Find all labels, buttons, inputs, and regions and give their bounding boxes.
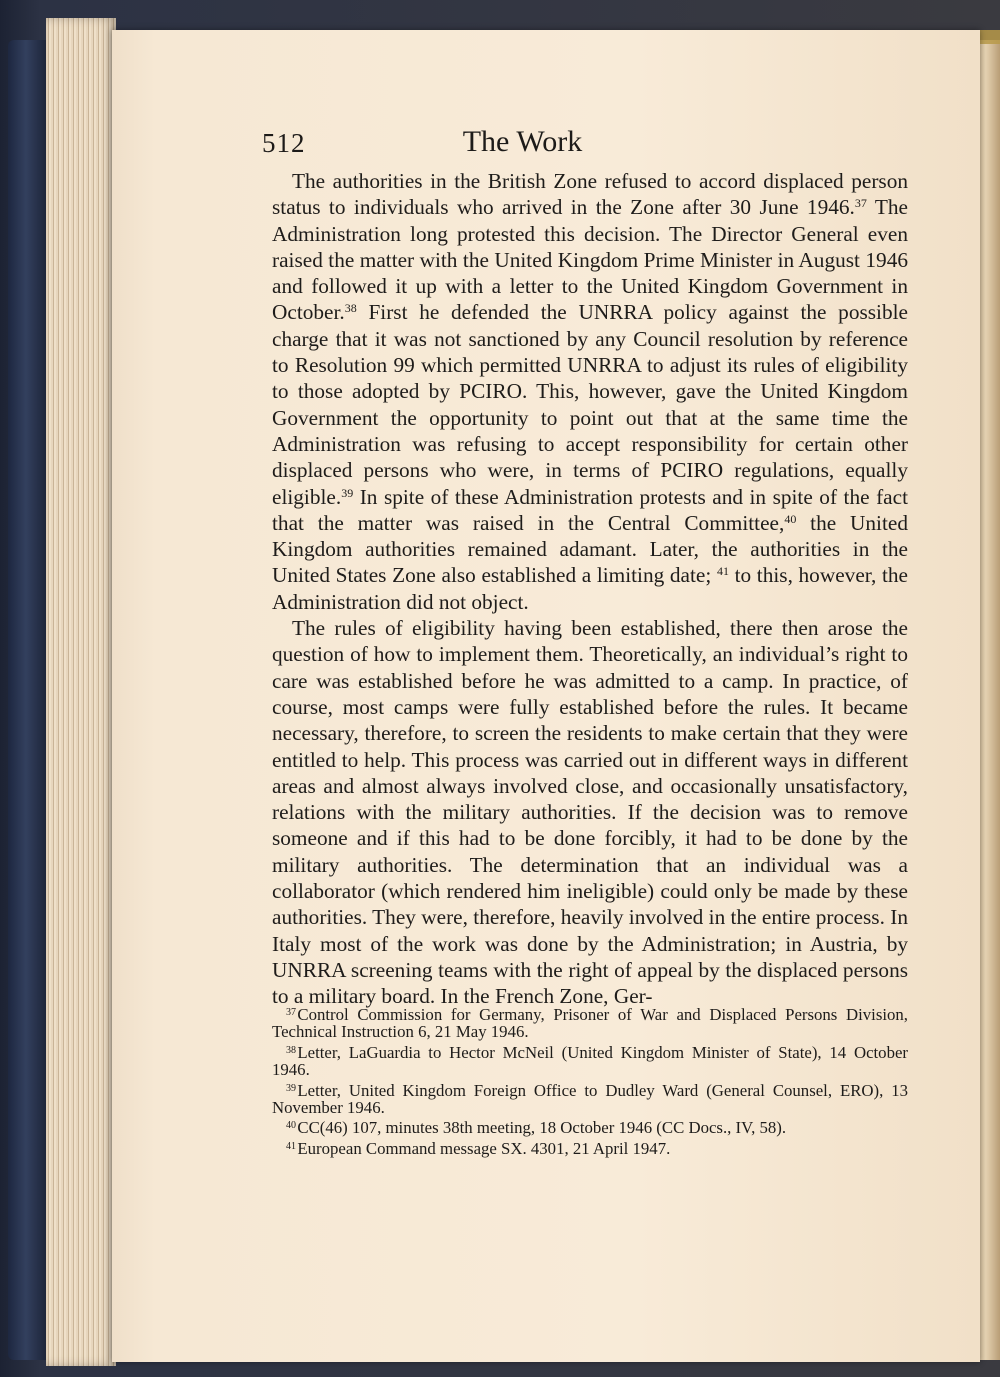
footnote-text: Letter, LaGuardia to Hector McNeil (United Kingdom Minister of State), 14 October 1946. bbox=[272, 1042, 908, 1080]
page-edges bbox=[46, 18, 116, 1366]
body-text bbox=[272, 168, 908, 1010]
page-number: 512 bbox=[262, 128, 306, 158]
footnote-text: European Command message SX. 4301, 21 April 1947. bbox=[297, 1138, 671, 1158]
footnotes bbox=[272, 1006, 908, 1160]
footnote-39 bbox=[272, 1082, 908, 1117]
footnote-ref-40[interactable]: 40 bbox=[784, 511, 797, 526]
footnote-text: CC(46) 107, minutes 38th meeting, 18 October 1946 (CC Docs., IV, 58). bbox=[297, 1118, 787, 1138]
footnote-ref-41[interactable]: 41 bbox=[716, 564, 729, 579]
text-run: the United Kingdom authorities remained adamant. Later, the authorities in the United States Zone also established a limiting date; bbox=[272, 510, 908, 588]
text-run: First he defended the UNRRA policy against the possible charge that it was not sanctioned by any Council resolution by reference to Resolution 99 which permitted UNRRA to adjust its rules of eligibility to those adopted by PCIRO. This, however, gave the United Kingdom Government the opportunity to point out that at the same time the Administration was refusing to accept responsibility for certain other displaced persons who were, in terms of PCIRO regulations, equally eligible. bbox=[272, 300, 908, 509]
text-run: to this, however, the Administration did not object. bbox=[272, 563, 908, 614]
paragraph-2 bbox=[272, 615, 908, 1009]
footnote-number: 37 bbox=[286, 1007, 296, 1018]
footnote-number: 39 bbox=[286, 1082, 296, 1094]
book-spine bbox=[8, 40, 48, 1360]
footnote-number: 41 bbox=[286, 1140, 296, 1152]
footnote-38 bbox=[272, 1044, 908, 1079]
footnote-ref-37[interactable]: 37 bbox=[854, 196, 867, 211]
text-run: The rules of eligibility having been established, there then arose the question of how to implement them. Theoretically, an individual’s right to care was established before he was admitted to a camp. In practice, of course, most camps were fully established before the rules. It became necessary, therefore, to screen the residents to make certain that they were entitled to help. This process was carried out in different ways in different areas and almost always involved close, and occasionally unsatisfactory, relations with the military authorities. If the decision was to remove someone and if this had to be done forcibly, it had to be done by the military authorities. The determination that an individual was a collaborator (which rendered him ineligible) could only be made by these authorities. They were, therefore, heavily involved in the entire process. In Italy most of the work was done by the Administration; in Austria, by UNRRA screening teams with the right of appeal by the displaced persons to a military board. In the French Zone, Ger- bbox=[272, 616, 908, 1009]
footnote-number: 38 bbox=[286, 1044, 296, 1056]
footnote-ref-39[interactable]: 39 bbox=[341, 485, 354, 500]
running-head: The Work bbox=[462, 125, 583, 158]
footnote-41 bbox=[272, 1140, 908, 1157]
paragraph-1 bbox=[272, 168, 908, 615]
footnote-37 bbox=[272, 1006, 908, 1041]
text-run: The Administration long protested this decision. The Director General even raised the matter with the United Kingdom Prime Minister in August 1946 and followed it up with a letter to the United Kingdom Government in October. bbox=[272, 195, 908, 325]
footnote-number: 40 bbox=[286, 1120, 296, 1132]
footnote-40 bbox=[272, 1119, 908, 1136]
footnote-text: Letter, United Kingdom Foreign Office to Dudley Ward (General Counsel, ERO), 13 November 1946. bbox=[272, 1080, 908, 1118]
text-run: The authorities in the British Zone refused to accord displaced person status to individuals who arrived in the Zone after 30 June 1946. bbox=[272, 169, 908, 220]
footnote-text: Control Commission for Germany, Prisoner of War and Displaced Persons Division, Technical Instruction 6, 21 May 1946. bbox=[272, 1005, 908, 1042]
footnote-ref-38[interactable]: 38 bbox=[344, 301, 357, 316]
text-run: In spite of these Administration protests and in spite of the fact that the matter was raised in the Central Committee, bbox=[272, 484, 908, 535]
